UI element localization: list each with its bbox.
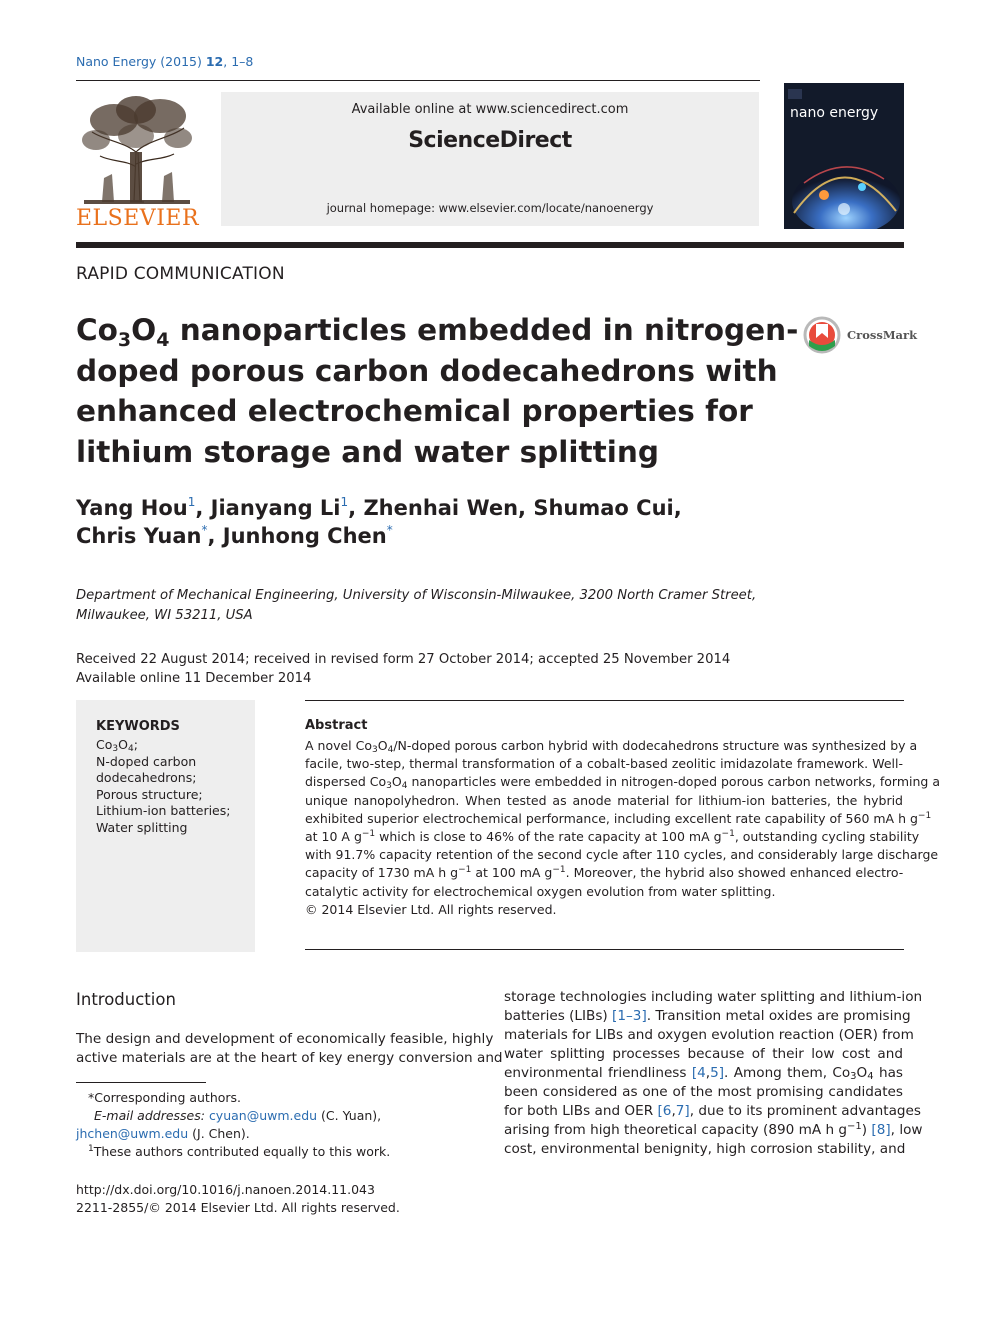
authors-line-1: Yang Hou$^1$, Jianyang Li$^1$, Zhenhai Wen, Shumao Cui, [76, 495, 682, 520]
abstract-text: A novel $Co_3O_4/N$-doped porous carbon hybrid with dodecahedrons structure was synthesized by a facile, two-step, thermal transformation of a cobalt-based zeolitic imidazolate framework. Well- dispersed $Co_3O_4$ nanoparticles were embedded in nitrogen-doped porous carbon networks, forming a unique nanopolyhedron. When tested as anode material for lithium-ion batteries, the hybrid exhibited superior electrochemical performance, including excellent rate capability of 560 mA h $g^{-1}$ at 10 A $g^{-1}$ which is close to 46% of the rate capacity at 100 mA $g^{-1}$, outstanding cycling stability with 91.7% capacity retention of the second cycle after 110 cycles, and considerably large discharge capacity of 1730 mA h $g^{-1}$ at 100 mA $g^{-1}$. Moreover, the hybrid also showed enhanced electro- catalytic activity for electrochemical oxygen evolution from water splitting. © 2014 Elsevier Ltd. All rights reserved. [305, 737, 903, 919]
title-line-3: enhanced electrochemical properties for [76, 394, 753, 428]
crossmark-label: CrossMark [847, 328, 918, 342]
keyword: Water splitting [96, 819, 188, 835]
journal-volume[interactable]: 12 [205, 54, 224, 69]
footnote-mark-link[interactable]: 1 [340, 495, 349, 509]
article-type: RAPID COMMUNICATION [76, 264, 285, 284]
abstract-heading: Abstract [305, 718, 368, 733]
email-link[interactable]: cyuan@uwm.edu [208, 1108, 318, 1123]
footnote-rule [76, 1082, 206, 1083]
corresponding-note: *Corresponding authors. [88, 1090, 242, 1105]
footnotes: *Corresponding authors. E-mail addresses: cyuan@uwm.edu (C. Yuan), jhchen@uwm.edu (J. Chen). $^1$These authors contributed equally to this work. [76, 1090, 391, 1159]
abstract-bottom-rule [305, 949, 904, 950]
keywords-heading: KEYWORDS [96, 719, 180, 734]
reference-link[interactable]: 7] [675, 1103, 690, 1119]
author-name: Yang Hou [76, 496, 188, 520]
reference-link[interactable]: [1–3] [612, 1008, 647, 1024]
crossmark-badge[interactable] [803, 316, 918, 354]
sciencedirect-banner [221, 92, 759, 226]
intro-left-column: The design and development of economically feasible, highly active materials are at the heart of key energy conversion and [76, 1031, 503, 1066]
title-line-4: lithium storage and water splitting [76, 434, 659, 469]
corresponding-mark-link[interactable]: * [201, 523, 208, 537]
keyword: dodecahedrons; [96, 770, 197, 786]
journal-homepage-link[interactable]: journal homepage: www.elsevier.com/locate/nanoenergy [326, 201, 654, 215]
keyword: Lithium-ion batteries; [96, 803, 231, 819]
reference-link[interactable]: [4 [691, 1065, 706, 1081]
title-line-2: doped porous carbon dodecahedrons with [76, 353, 778, 388]
email-link[interactable]: jhchen@uwm.edu [76, 1126, 189, 1141]
reference-link[interactable]: [8] [871, 1122, 891, 1138]
article-history: Received 22 August 2014; received in revised form 27 October 2014; accepted 25 November 2014 Available online 11 December 2014 [76, 652, 731, 686]
intro-right-column: storage technologies including water splitting and lithium-ion batteries (LIBs) [1–3]. Transition metal oxides are promising materials for LIBs and oxygen evolution reaction (OER) from water splitting processes because of their low cost and environmental friendliness [4,5]. Among them, $Co_3O_4$ has been considered as one of the most promising candidates for both LIBs and OER [6,7], due to its prominent advantages arising from high theoretical capacity (890 mA h $g^{-1}$) [8], low cost, environmental benignity, high corrosion stability, and [504, 989, 923, 1157]
reference-link[interactable]: 5] [710, 1065, 725, 1081]
title-line-1: $Co_3O_4$ nanoparticles embedded in nitrogen- [76, 313, 799, 351]
author-name: Junhong Chen [222, 524, 387, 548]
crossmark-icon [803, 316, 843, 354]
author-name: Jianyang Li [210, 496, 341, 520]
article-title [76, 310, 799, 472]
doi-block [76, 1181, 400, 1217]
doi-link[interactable]: http://dx.doi.org/10.1016/j.nanoen.2014.11.043 [76, 1182, 375, 1197]
keyword: Porous structure; [96, 786, 203, 802]
keywords-box [76, 700, 255, 952]
journal-pages[interactable]: , 1–8 [223, 54, 254, 69]
journal-cover-image[interactable] [784, 83, 904, 229]
affiliation: Department of Mechanical Engineering, University of Wisconsin-Milwaukee, 3200 North Cramer Street, Milwaukee, WI 53211, USA [76, 588, 757, 623]
keywords-list [96, 737, 230, 837]
reference-link[interactable]: [6 [657, 1103, 672, 1119]
available-online-text[interactable]: Available online at www.sciencedirect.com [351, 102, 629, 117]
elsevier-wordmark[interactable]: ELSEVIER [76, 206, 200, 231]
authors-line-2: Chris Yuan*, Junhong Chen* [76, 523, 393, 548]
header-thick-rule [76, 242, 904, 248]
introduction-heading: Introduction [76, 990, 176, 1009]
cover-title: nano energy [790, 105, 879, 121]
copyright-line: © 2014 Elsevier Ltd. All rights reserved. [305, 901, 557, 917]
issn-copyright: 2211-2855/© 2014 Elsevier Ltd. All rights reserved. [76, 1200, 400, 1215]
keyword: N-doped carbon [96, 753, 197, 769]
journal-name[interactable]: Nano Energy (2015) [76, 54, 202, 69]
author-name: Chris Yuan [76, 524, 202, 548]
keyword: $Co_3O_4$; [96, 737, 138, 754]
journal-citation[interactable] [76, 54, 253, 69]
sciencedirect-logo[interactable]: ScienceDirect [408, 128, 572, 153]
footnote-mark-link[interactable]: 1 [187, 495, 196, 509]
corresponding-mark-link[interactable]: * [386, 523, 393, 537]
equal-contribution-note: $^1$These authors contributed equally to this work. [88, 1144, 391, 1159]
header-rule [76, 80, 760, 81]
abstract-top-rule [305, 700, 904, 701]
author-list [76, 494, 682, 550]
